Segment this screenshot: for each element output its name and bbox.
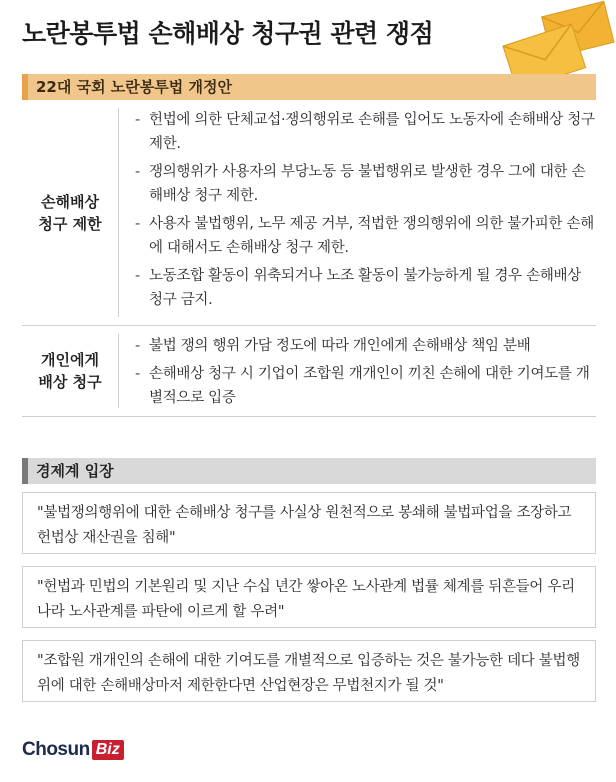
quote-box: "불법쟁의행위에 대한 손해배상 청구를 사실상 원천적으로 봉쇄해 불법파업을 조장하고 헌법상 재산권을 침해" — [22, 492, 596, 554]
page-title: 노란봉투법 손해배상 청구권 관련 쟁점 — [22, 19, 434, 48]
list-item: - 불법 쟁의 행위 가담 정도에 따라 개인에게 손해배상 책임 분배 — [135, 334, 596, 358]
row-label-line: 청구 제한 — [38, 214, 102, 233]
row-label-line: 손해배상 — [41, 192, 99, 211]
row-label-line: 배상 청구 — [38, 373, 102, 391]
table-row — [22, 100, 596, 326]
row-label — [22, 100, 118, 325]
row-label — [22, 326, 118, 416]
list-item: - 사용자 불법행위, 노무 제공 거부, 적법한 쟁의행위에 의한 불가피한 손해에 대해서도 손해배상 청구 제한. — [135, 212, 596, 260]
brand-logo — [22, 736, 124, 764]
row-label-line: 개인에게 — [41, 351, 99, 369]
row-items — [119, 100, 596, 325]
list-item: - 손해배상 청구 시 기업이 조합원 개개인이 끼친 손해에 대한 기여도를 개별적으로 입증 — [135, 362, 596, 410]
list-item: - 노동조합 활동이 위축되거나 노조 활동이 불가능하게 될 경우 손해배상 청구 금지. — [135, 264, 596, 312]
brand-suffix: Biz — [92, 740, 124, 760]
quote-box: "헌법과 민법의 기본원리 및 지난 수십 년간 쌓아온 노사관계 법률 체계를 뒤흔들어 우리나라 노사관계를 파탄에 이르게 할 우려" — [22, 566, 596, 628]
quote-box: "조합원 개개인의 손해에 대한 기여도를 개별적으로 입증하는 것은 불가능한 데다 불법행위에 대한 손해배상마저 제한한다면 산업현장은 무법천지가 될 것" — [22, 640, 596, 702]
section-header-business: 경제계 입장 — [22, 458, 596, 484]
table-row — [22, 326, 596, 417]
list-item: - 헌법에 의한 단체교섭·쟁의행위로 손해를 입어도 노동자에 손해배상 청구 제한. — [135, 108, 596, 156]
row-items — [119, 326, 596, 416]
section-header-bill: 22대 국회 노란봉투법 개정안 — [22, 74, 596, 100]
list-item: - 쟁의행위가 사용자의 부당노동 등 불법행위로 발생한 경우 그에 대한 손해배상 청구 제한. — [135, 160, 596, 208]
brand-name: Chosun — [22, 739, 90, 760]
bill-table — [22, 100, 596, 417]
